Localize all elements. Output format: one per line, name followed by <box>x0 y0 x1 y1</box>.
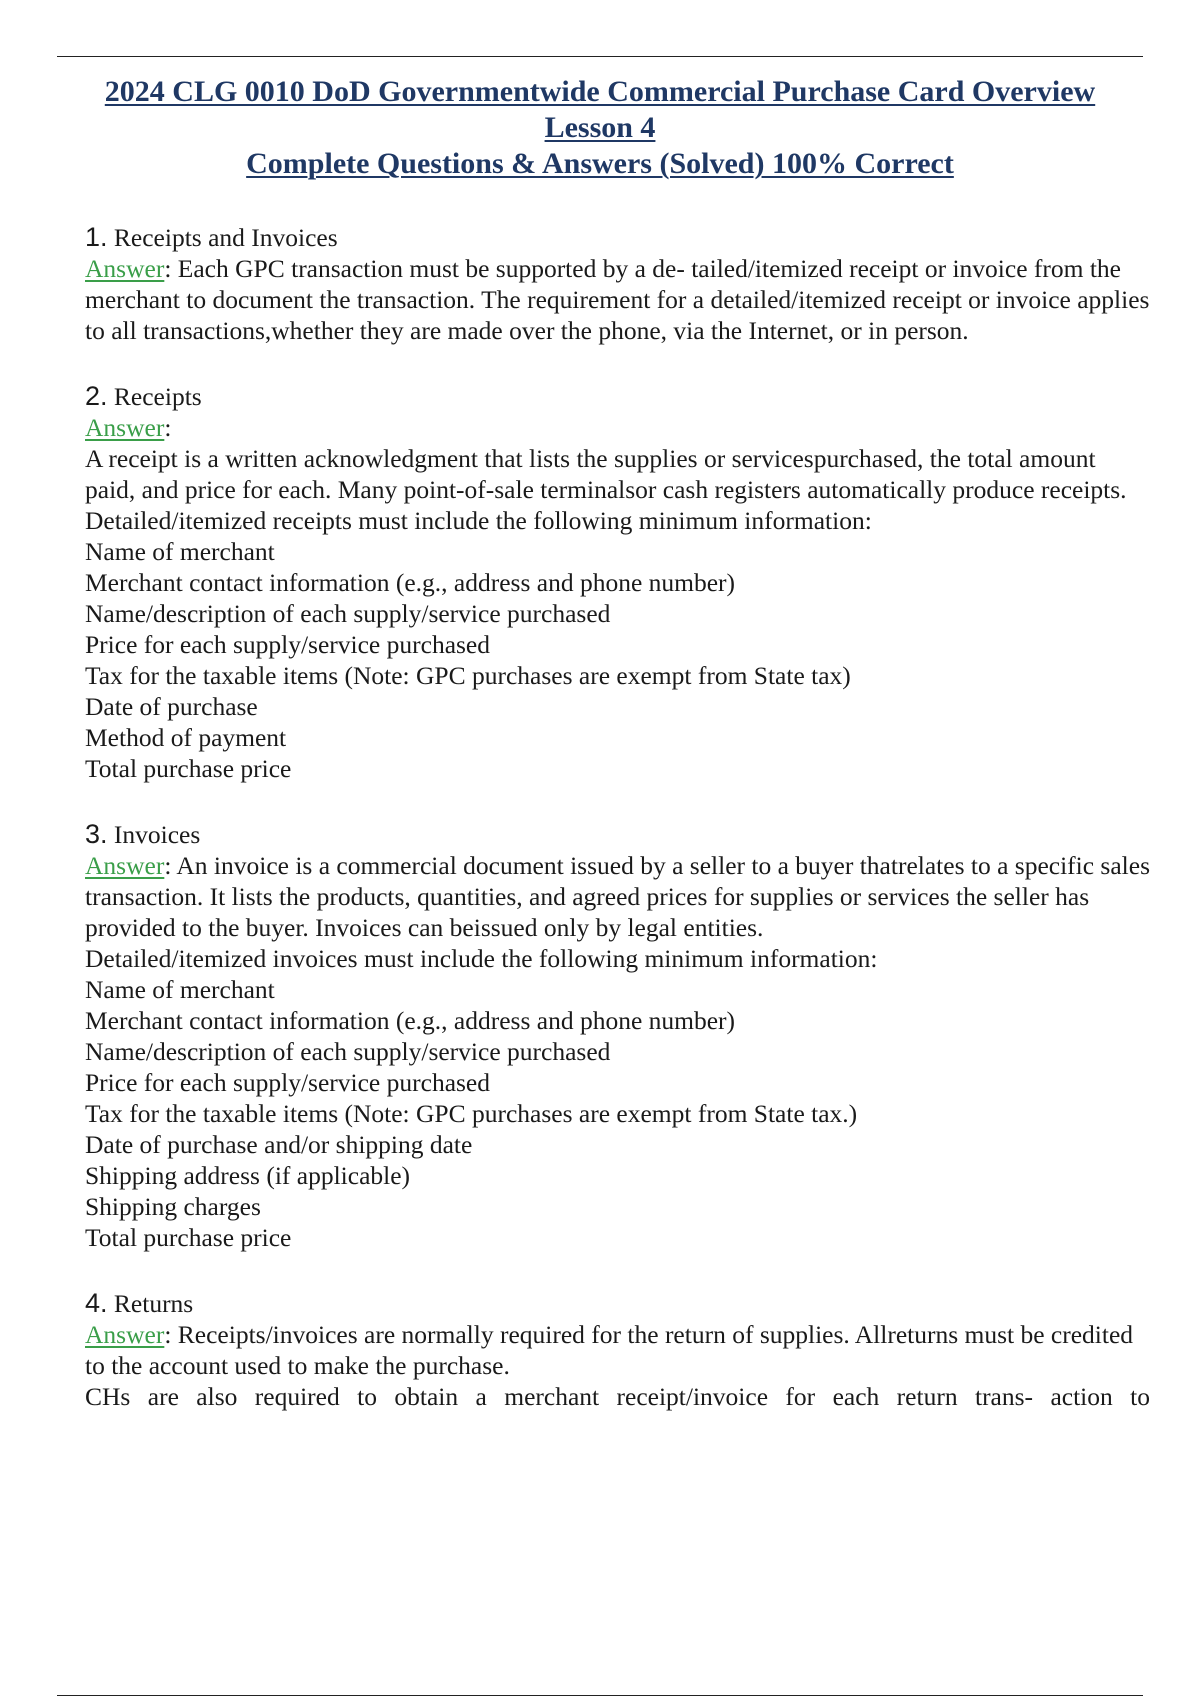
list-intro: Detailed/itemized invoices must include the following minimum information: <box>85 944 878 973</box>
answer <box>85 412 1150 443</box>
question-1 <box>85 222 1150 346</box>
question-title: Receipts <box>113 382 202 411</box>
answer-text: : An invoice is a commercial document issued by a seller to a buyer thatrelates to a specific sales transaction. It lists the products, quantities, and agreed prices for supplies or services the seller has provided to the buyer. Invoices can beissued only by legal entities. <box>85 851 1151 942</box>
question-number: 4. <box>85 1288 108 1318</box>
answer <box>85 850 1150 943</box>
list-item: Name/description of each supply/service purchased <box>85 599 611 628</box>
document-title <box>60 74 1140 182</box>
list-item: Tax for the taxable items (Note: GPC purchases are exempt from State tax) <box>85 661 851 690</box>
question-number: 2. <box>85 381 108 411</box>
answer-paragraph: CHs are also required to obtain a merchant receipt/invoice for each return trans- action to <box>85 1382 1150 1411</box>
title-line-1: 2024 CLG 0010 DoD Governmentwide Commercial Purchase Card Overview <box>104 75 1096 108</box>
question-4 <box>85 1288 1150 1412</box>
question-2 <box>85 381 1150 784</box>
question-heading <box>85 1288 1150 1319</box>
answer <box>85 1319 1150 1381</box>
list-item: Total purchase price <box>85 754 292 783</box>
answer-text: : Each GPC transaction must be supported by a de- tailed/itemized receipt or invoice from the merchant to document the transaction. The requirement for a detailed/itemized receipt or invoice applies to all transactions,whether they are made over the phone, via the Internet, or in person. <box>85 254 1150 345</box>
answer-label: Answer <box>85 851 165 880</box>
list-item: Price for each supply/service purchased <box>85 630 490 659</box>
title-line-2: Lesson 4 <box>544 111 656 144</box>
title-line-3: Complete Questions & Answers (Solved) 100% Correct <box>246 147 954 180</box>
question-heading <box>85 819 1150 850</box>
question-heading <box>85 222 1150 253</box>
list-item: Method of payment <box>85 723 287 752</box>
list-item: Shipping charges <box>85 1192 261 1221</box>
answer-text: : Receipts/invoices are normally required for the return of supplies. Allreturns must be credited to the account used to make the purchase. <box>85 1320 1134 1380</box>
list-item: Total purchase price <box>85 1223 292 1252</box>
document-body <box>85 222 1150 1447</box>
list-item: Name of merchant <box>85 537 275 566</box>
list-item: Date of purchase <box>85 692 258 721</box>
answer <box>85 253 1150 346</box>
question-heading <box>85 381 1150 412</box>
answer-label: Answer <box>85 254 165 283</box>
list-item: Merchant contact information (e.g., address and phone number) <box>85 568 736 597</box>
list-item: Name/description of each supply/service purchased <box>85 1037 611 1066</box>
question-title: Invoices <box>113 820 201 849</box>
list-item: Price for each supply/service purchased <box>85 1068 490 1097</box>
list-item: Merchant contact information (e.g., address and phone number) <box>85 1006 736 1035</box>
question-title: Returns <box>113 1289 194 1318</box>
list-intro: Detailed/itemized receipts must include the following minimum information: <box>85 506 872 535</box>
question-title: Receipts and Invoices <box>113 223 338 252</box>
question-3 <box>85 819 1150 1253</box>
answer-label: Answer <box>85 1320 165 1349</box>
question-number: 1. <box>85 222 108 252</box>
list-item: Date of purchase and/or shipping date <box>85 1130 473 1159</box>
invoice-requirements-list <box>85 974 1150 1253</box>
top-rule <box>57 56 1143 57</box>
answer-paragraph: A receipt is a written acknowledgment that lists the supplies or servicespurchased, the total amount paid, and price for each. Many point-of-sale terminalsor cash registers automatically produce receipts. <box>85 444 1127 504</box>
list-item: Shipping address (if applicable) <box>85 1161 411 1190</box>
question-number: 3. <box>85 819 108 849</box>
answer-label: Answer <box>85 413 165 442</box>
answer-text: : <box>164 413 172 442</box>
list-item: Name of merchant <box>85 975 275 1004</box>
receipt-requirements-list <box>85 536 1150 784</box>
list-item: Tax for the taxable items (Note: GPC purchases are exempt from State tax.) <box>85 1099 858 1128</box>
bottom-rule <box>57 1695 1143 1696</box>
